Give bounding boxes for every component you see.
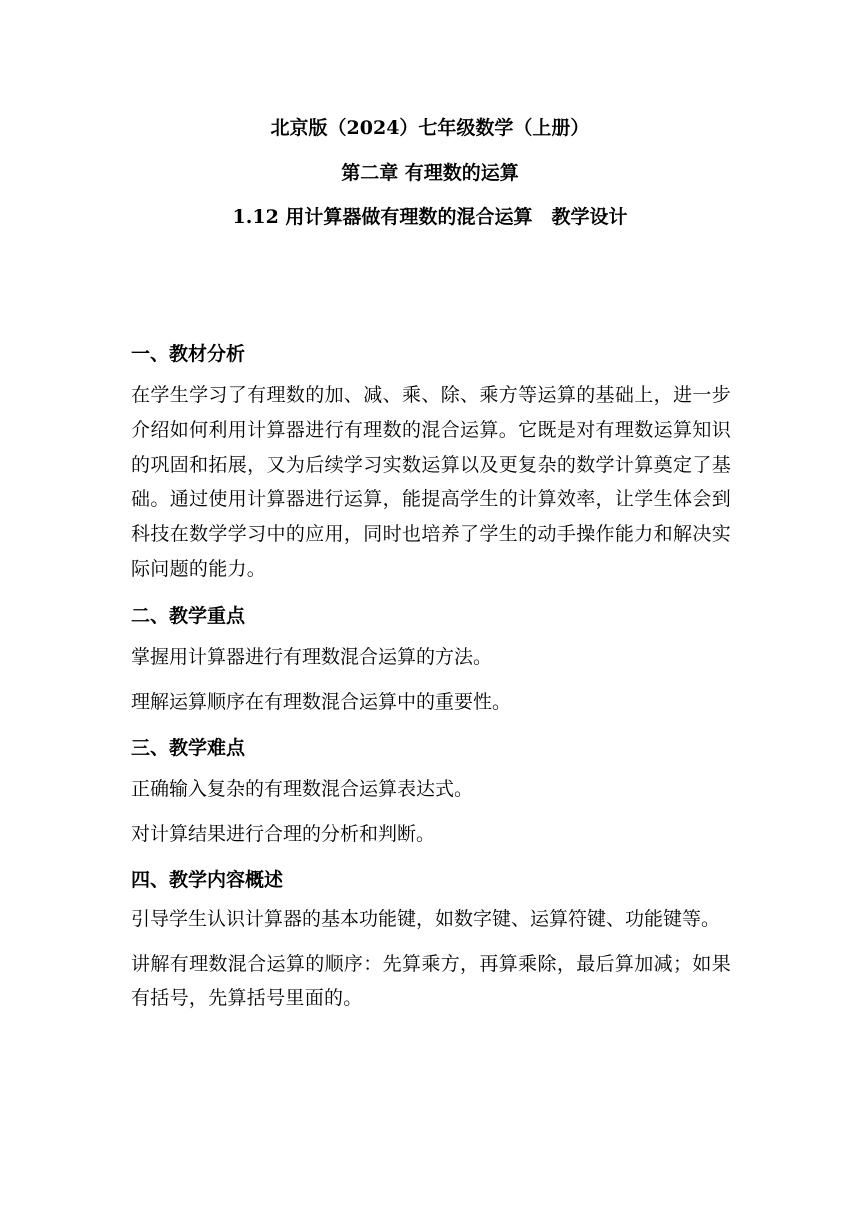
section-heading-content-overview: 四、教学内容概述 [131, 868, 284, 891]
section-paragraph: 引导学生认识计算器的基本功能键，如数字键、运算符键、功能键等。 [131, 907, 721, 930]
section-paragraph: 掌握用计算器进行有理数混合运算的方法。 [131, 645, 493, 668]
section-paragraph: 在学生学习了有理数的加、减、乘、除、乘方等运算的基础上，进一步介绍如何利用计算器进行有理数的混合运算。它既是对有理数运算知识的巩固和拓展，又为后续学习实数运算以及更复杂的数学计算奠定了基础。通过使用计算器进行运算，能提高学生的计算效率，让学生体会到科技在数学学习中的应用，同时也培养了学生的动手操作能力和解决实际问题的能力。 [131, 384, 731, 580]
section-paragraph: 理解运算顺序在有理数混合运算中的重要性。 [131, 690, 512, 713]
document-body [131, 338, 731, 1016]
lesson-title: 1.12 用计算器做有理数的混合运算 教学设计 [232, 206, 628, 228]
section-paragraph: 对计算结果进行合理的分析和判断。 [131, 822, 436, 845]
section-heading-textbook-analysis: 一、教材分析 [131, 343, 246, 365]
chapter-title: 第二章 有理数的运算 [341, 162, 519, 184]
section-paragraph: 讲解有理数混合运算的顺序：先算乘方，再算乘除，最后算加减；如果有括号，先算括号里面的。 [131, 952, 731, 1010]
section-paragraph: 正确输入复杂的有理数混合运算表达式。 [131, 777, 474, 800]
section-heading-key-points: 二、教学重点 [131, 604, 246, 627]
section-heading-difficulties: 三、教学难点 [131, 736, 246, 759]
document-title: 北京版（2024）七年级数学（上册） [270, 117, 590, 139]
